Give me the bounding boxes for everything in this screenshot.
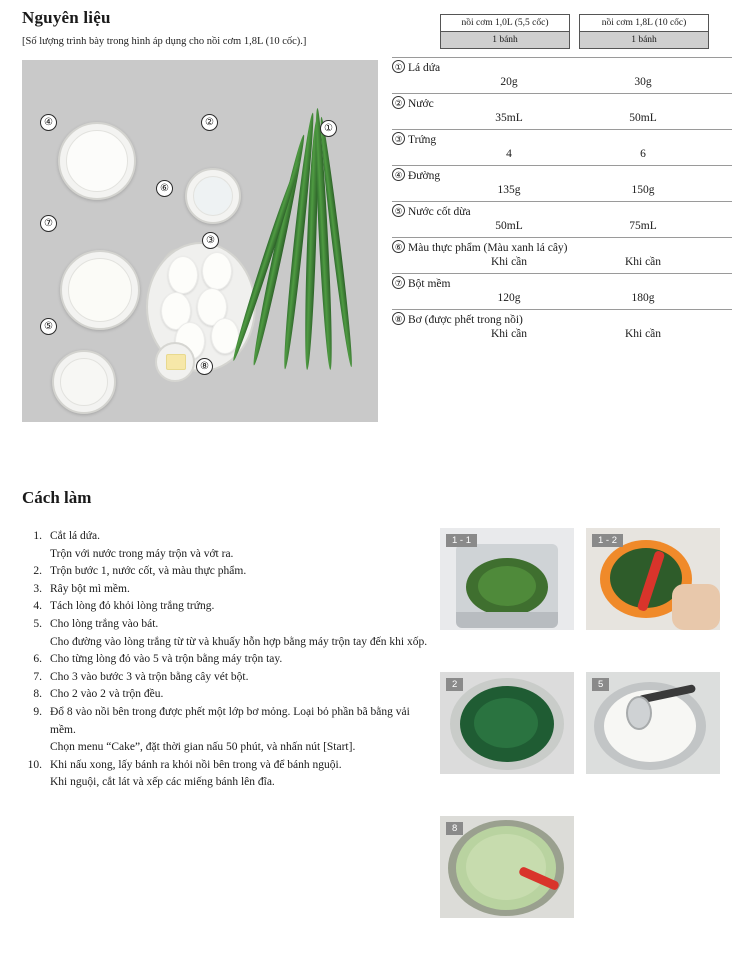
ingredient-number: ④: [392, 168, 405, 181]
photo-marker-1: ①: [320, 120, 337, 137]
ingredients-table-headers: [440, 14, 732, 49]
step-number: 10.: [27, 758, 42, 771]
step-line: Khi nguội, cắt lát và xếp các miếng bánh lên đĩa.: [50, 776, 275, 789]
step-photo-2: [440, 672, 574, 774]
ingredient-name: Trứng: [408, 134, 437, 146]
list-item: [22, 528, 432, 563]
step-line: Rây bột mì mềm.: [50, 582, 130, 595]
ingredients-title: Nguyên liệu: [22, 8, 111, 27]
step-photo-8: [440, 816, 574, 918]
ingredient-name: Nước cốt dừa: [408, 206, 471, 218]
list-item: [22, 563, 432, 581]
egg: [202, 252, 232, 290]
butter-bowl: [155, 342, 195, 382]
table-row: [392, 238, 732, 273]
ingredient-name: Lá dứa: [408, 62, 441, 74]
step-number: 2.: [33, 565, 42, 578]
flour-bowl: [60, 250, 140, 330]
step-line: Đổ 8 vào nồi bên trong được phết một lớp bơ mỏng. Loại bỏ phần bã bằng vải mềm.: [50, 705, 410, 736]
step-line: Chọn menu “Cake”, đặt thời gian nấu 50 phút, và nhấn nút [Start].: [50, 741, 356, 754]
ingredient-label: [392, 96, 434, 110]
ingredient-number: ⑧: [392, 312, 405, 325]
step-photo-5: [586, 672, 720, 774]
photo-marker-5: ⑤: [40, 318, 57, 335]
steps-list: [22, 528, 432, 792]
ingredient-number: ⑥: [392, 240, 405, 253]
ingredients-subtitle: [Số lượng trình bày trong hình áp dụng cho nồi cơm 1,8L (10 cốc).]: [22, 36, 307, 47]
step-text: [50, 563, 432, 581]
ingredients-rows: [392, 57, 732, 345]
ingredients-table: [392, 14, 732, 345]
ingredient-value-col1: 35mL: [495, 112, 523, 124]
step-text: [50, 616, 432, 651]
ingredient-number: ⑤: [392, 204, 405, 217]
ingredient-name: Nước: [408, 98, 434, 110]
photo-marker-4: ④: [40, 114, 57, 131]
step-number: 1.: [33, 530, 42, 542]
steps-title: Cách làm: [22, 488, 92, 507]
step-line: Cắt lá dứa.: [50, 530, 100, 542]
step-text: [50, 651, 432, 669]
coconut-milk-bowl: [52, 350, 116, 414]
step-photo-1-1: [440, 528, 574, 630]
step-line: Cho 3 vào bước 3 và trộn bằng cây vét bột.: [50, 670, 249, 683]
ingredient-number: ③: [392, 132, 405, 145]
step-line: Cho từng lòng đỏ vào 5 và trộn bằng máy trộn tay.: [50, 653, 283, 666]
table-row: [392, 94, 732, 129]
table-row: [392, 202, 732, 237]
ingredient-value-col2: Khi cần: [624, 328, 662, 340]
step-photo-tag: 1 - 1: [446, 534, 477, 547]
ingredient-value-col1: Khi cần: [490, 256, 528, 268]
ingredient-label: [392, 204, 471, 218]
ingredient-value-col1: Khi cần: [490, 328, 528, 340]
ingredient-value-col2: 6: [640, 148, 646, 160]
step-number: 6.: [33, 653, 42, 666]
ingredient-value-col1: 120g: [497, 292, 521, 304]
step-photo-tag: 1 - 2: [592, 534, 623, 547]
ingredient-value-col1: 20g: [500, 76, 518, 88]
list-item: [22, 616, 432, 651]
column-header-2: [579, 14, 709, 49]
table-row: [392, 166, 732, 201]
column-header-1-qty: 1 bánh: [440, 32, 570, 49]
step-text: [50, 686, 432, 704]
ingredient-value-col1: 135g: [497, 184, 521, 196]
ingredient-name: Bơ (được phết trong nồi): [408, 314, 523, 326]
column-header-2-qty: 1 bánh: [579, 32, 709, 49]
step-text: [50, 669, 432, 687]
list-item: [22, 704, 432, 757]
table-row: [392, 274, 732, 309]
step-line: Cho đường vào lòng trắng từ từ và khuấy hỗn hợp bằng máy trộn tay đến khi xốp.: [50, 635, 428, 648]
ingredient-name: Bột mềm: [408, 278, 451, 290]
list-item: [22, 686, 432, 704]
ingredient-value-col2: Khi cần: [624, 256, 662, 268]
photo-marker-2: ②: [201, 114, 218, 131]
step-photo-tag: 8: [446, 822, 463, 835]
ingredient-name: Màu thực phẩm (Màu xanh lá cây): [408, 242, 568, 254]
list-item: [22, 598, 432, 616]
ingredient-label: [392, 312, 523, 326]
ingredient-label: [392, 240, 568, 254]
step-number: 3.: [33, 582, 42, 595]
step-photo-tag: 2: [446, 678, 463, 691]
sugar-bowl: [58, 122, 136, 200]
step-text: [50, 581, 432, 599]
table-row: [392, 58, 732, 93]
ingredient-label: [392, 60, 440, 74]
ingredient-label: [392, 132, 436, 146]
column-header-1: [440, 14, 570, 49]
step-line: Trộn với nước trong máy trộn và vớt ra.: [50, 547, 234, 560]
column-header-2-name: nồi cơm 1,8L (10 cốc): [579, 14, 709, 32]
ingredient-number: ②: [392, 96, 405, 109]
photo-marker-3: ③: [202, 232, 219, 249]
list-item: [22, 651, 432, 669]
step-number: 8.: [33, 688, 42, 701]
ingredient-label: [392, 168, 440, 182]
ingredient-value-col2: 30g: [634, 76, 652, 88]
ingredient-number: ⑦: [392, 276, 405, 289]
ingredient-value-col1: 4: [506, 148, 512, 160]
step-photo-1-2: [586, 528, 720, 630]
ingredient-name: Đường: [408, 170, 441, 182]
step-text: [50, 757, 432, 792]
step-text: [50, 704, 432, 757]
photo-marker-6: ⑥: [156, 180, 173, 197]
photo-marker-8: ⑧: [196, 358, 213, 375]
step-number: 7.: [33, 670, 42, 683]
list-item: [22, 757, 432, 792]
list-item: [22, 581, 432, 599]
column-header-1-name: nồi cơm 1,0L (5,5 cốc): [440, 14, 570, 32]
egg: [168, 256, 198, 294]
list-item: [22, 669, 432, 687]
step-line: Cho 2 vào 2 và trộn đều.: [50, 688, 164, 701]
ingredient-value-col1: 50mL: [495, 220, 523, 232]
ingredient-value-col2: 180g: [631, 292, 655, 304]
ingredient-value-col2: 50mL: [629, 112, 657, 124]
step-line: Trộn bước 1, nước cốt, và màu thực phẩm.: [50, 565, 247, 578]
step-photo-tag: 5: [592, 678, 609, 691]
step-line: Tách lòng đỏ khỏi lòng trắng trứng.: [50, 600, 215, 613]
ingredient-label: [392, 276, 451, 290]
step-text: [50, 528, 432, 563]
step-number: 5.: [33, 617, 42, 630]
step-line: Khi nấu xong, lấy bánh ra khỏi nồi bên trong và để bánh nguội.: [50, 758, 342, 771]
table-row: [392, 130, 732, 165]
water-bowl: [185, 168, 241, 224]
ingredient-value-col2: 75mL: [629, 220, 657, 232]
step-text: [50, 598, 432, 616]
step-line: Cho lòng trắng vào bát.: [50, 617, 159, 630]
table-row: [392, 310, 732, 345]
ingredients-photo-scene: [22, 60, 378, 422]
photo-marker-7: ⑦: [40, 215, 57, 232]
step-number: 9.: [33, 705, 42, 718]
step-number: 4.: [33, 600, 42, 613]
ingredients-photo: [22, 60, 378, 422]
ingredient-number: ①: [392, 60, 405, 73]
ingredient-value-col2: 150g: [631, 184, 655, 196]
